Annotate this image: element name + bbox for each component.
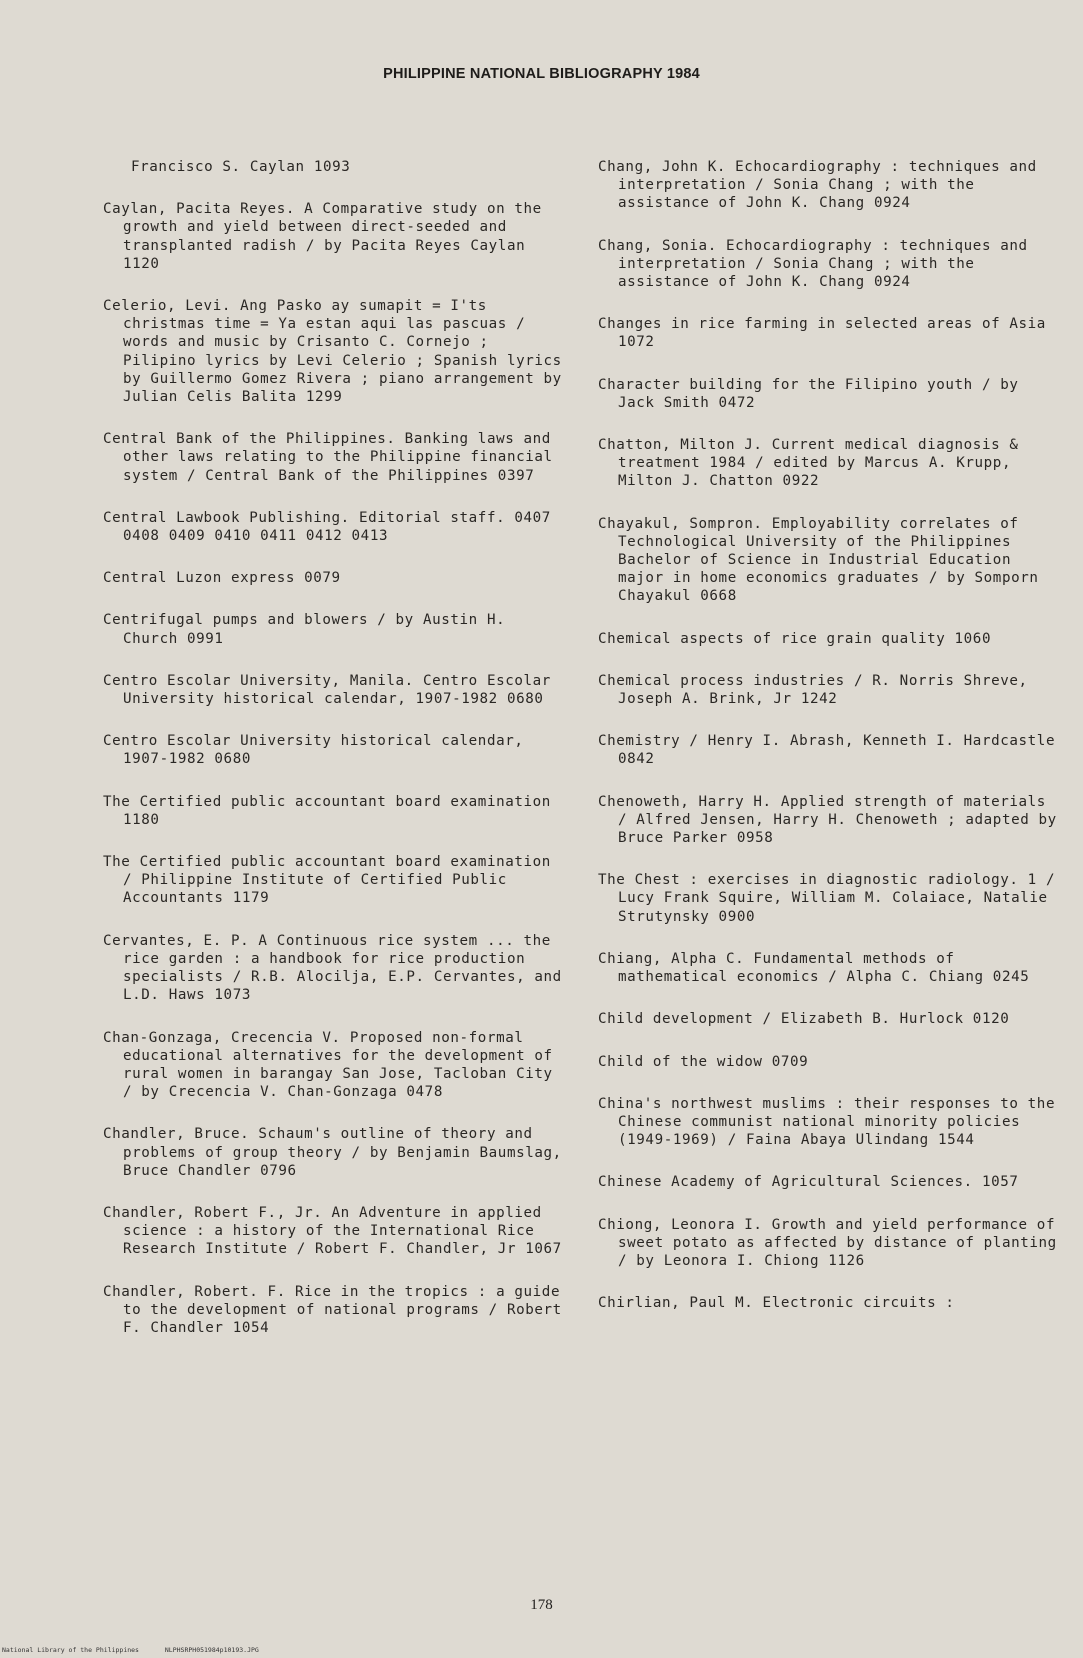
bibliography-entry: Chenoweth, Harry H. Applied strength of materials / Alfred Jensen, Harry H. Chenoweth ; adapted by Bruce Parker 0958 [598,793,1057,847]
right-column [598,158,1058,1336]
bibliography-entry: Centro Escolar University, Manila. Centro Escolar University historical calendar, 1907-1982 0680 [103,672,551,708]
bibliography-entry: Chatton, Milton J. Current medical diagnosis & treatment 1984 / edited by Marcus A. Krupp, Milton J. Chatton 0922 [598,437,1019,490]
bibliography-entry: Francisco S. Caylan 1093 [131,159,351,175]
bibliography-entry: Chan-Gonzaga, Crecencia V. Proposed non-formal educational alternatives for the development of rural women in barangay San Jose, Tacloban City / by Crecencia V. Chan-Gonzaga 0478 [103,1029,553,1101]
bibliography-entry: Chandler, Bruce. Schaum's outline of theory and problems of group theory / by Benjamin Baumslag, Bruce Chandler 0796 [103,1126,562,1179]
bibliography-entry: Centro Escolar University historical calendar, 1907-1982 0680 [103,733,524,768]
bibliography-entry: Cervantes, E. P. A Continuous rice system ... the rice garden : a handbook for rice production specialists / R.B. Alocilja, E.P. Cervantes, and L.D. Haws 1073 [103,932,562,1004]
bibliography-entry: Chiang, Alpha C. Fundamental methods of mathematical economics / Alpha C. Chiang 0245 [598,950,1030,986]
bibliography-entry: China's northwest muslims : their responses to the Chinese communist national minority policies (1949-1969) / Faina Abaya Ulindang 1544 [598,1095,1056,1149]
bibliography-entry: Chiong, Leonora I. Growth and yield performance of sweet potato as affected by distance of planting / by Leonora I. Chiong 1126 [598,1216,1057,1269]
bibliography-entry: Central Bank of the Philippines. Banking laws and other laws relating to the Philippine financial system / Central Bank of the Philippines 0397 [103,431,553,484]
bibliography-entry: Chemical aspects of rice grain quality 1060 [598,630,992,647]
bibliography-entry: Chinese Academy of Agricultural Sciences. 1057 [598,1174,1019,1191]
bibliography-entry: Chandler, Robert. F. Rice in the tropics : a guide to the development of national programs / Robert F. Chandler 1054 [103,1283,562,1336]
bibliography-entry: Caylan, Pacita Reyes. A Comparative study on the growth and yield between direct-seeded and transplanted radish / by Pacita Reyes Caylan 1120 [103,201,542,272]
bibliography-entry: The Chest : exercises in diagnostic radiology. 1 / Lucy Frank Squire, William M. Colaiace, Natalie Strutynsky 0900 [598,872,1056,925]
bibliography-entry: Chandler, Robert F., Jr. An Adventure in applied science : a history of the International Rice Research Institute / Robert F. Chandler, Jr 1067 [103,1204,562,1258]
bibliography-entry: Chang, John K. Echocardiography : techniques and interpretation / Sonia Chang ; with the assistance of John K. Chang 0924 [598,159,1037,212]
bibliography-entry: Child development / Elizabeth B. Hurlock 0120 [598,1011,1010,1028]
library-name: National Library of the Philippines [2,1646,139,1654]
page-number: 178 [530,1597,553,1613]
bibliography-entry: Central Lawbook Publishing. Editorial staff. 0407 0408 0409 0410 0411 0412 0413 [103,509,551,545]
scan-filename: NLPHSRPH051984p10193.JPG [164,1646,259,1654]
bibliography-entry: Chemical process industries / R. Norris Shreve, Joseph A. Brink, Jr 1242 [598,672,1028,708]
bibliography-entry: Chang, Sonia. Echocardiography : techniques and interpretation / Sonia Chang ; with the assistance of John K. Chang 0924 [598,237,1028,291]
bibliography-entry: Changes in rice farming in selected areas of Asia 1072 [598,316,1046,351]
bibliography-entry: Chayakul, Sompron. Employability correlates of Technological University of the Philippines Bachelor of Science in Industrial Education major in home economics graduates / by Somporn Chayakul 0668 [598,515,1039,605]
bibliography-entry: Chemistry / Henry I. Abrash, Kenneth I. Hardcastle 0842 [598,733,1056,768]
bibliography-entry: The Certified public accountant board examination / Philippine Institute of Certified Public Accountants 1179 [103,854,551,907]
bibliography-entry: The Certified public accountant board examination 1180 [103,793,551,828]
bibliography-entry: Centrifugal pumps and blowers / by Austin H. Church 0991 [103,612,506,647]
bibliography-entry: Celerio, Levi. Ang Pasko ay sumapit = I'ts christmas time = Ya estan aqui las pascuas / words and music by Crisanto C. Cornejo ; Pilipino lyrics by Levi Celerio ; Spanish lyrics by Guillermo Gomez Rivera ; piano arrangement by Julian Celis Balita 1299 [103,298,562,406]
bibliography-entry: Child of the widow 0709 [598,1053,809,1070]
left-column [103,158,563,1361]
page-title: PHILIPPINE NATIONAL BIBLIOGRAPHY 1984 [383,66,700,82]
bibliography-entry: Chirlian, Paul M. Electronic circuits : [598,1295,955,1312]
scan-credit [2,1646,281,1654]
bibliography-entry: Central Luzon express 0079 [103,570,341,587]
bibliography-entry: Character building for the Filipino youth / by Jack Smith 0472 [598,376,1019,411]
